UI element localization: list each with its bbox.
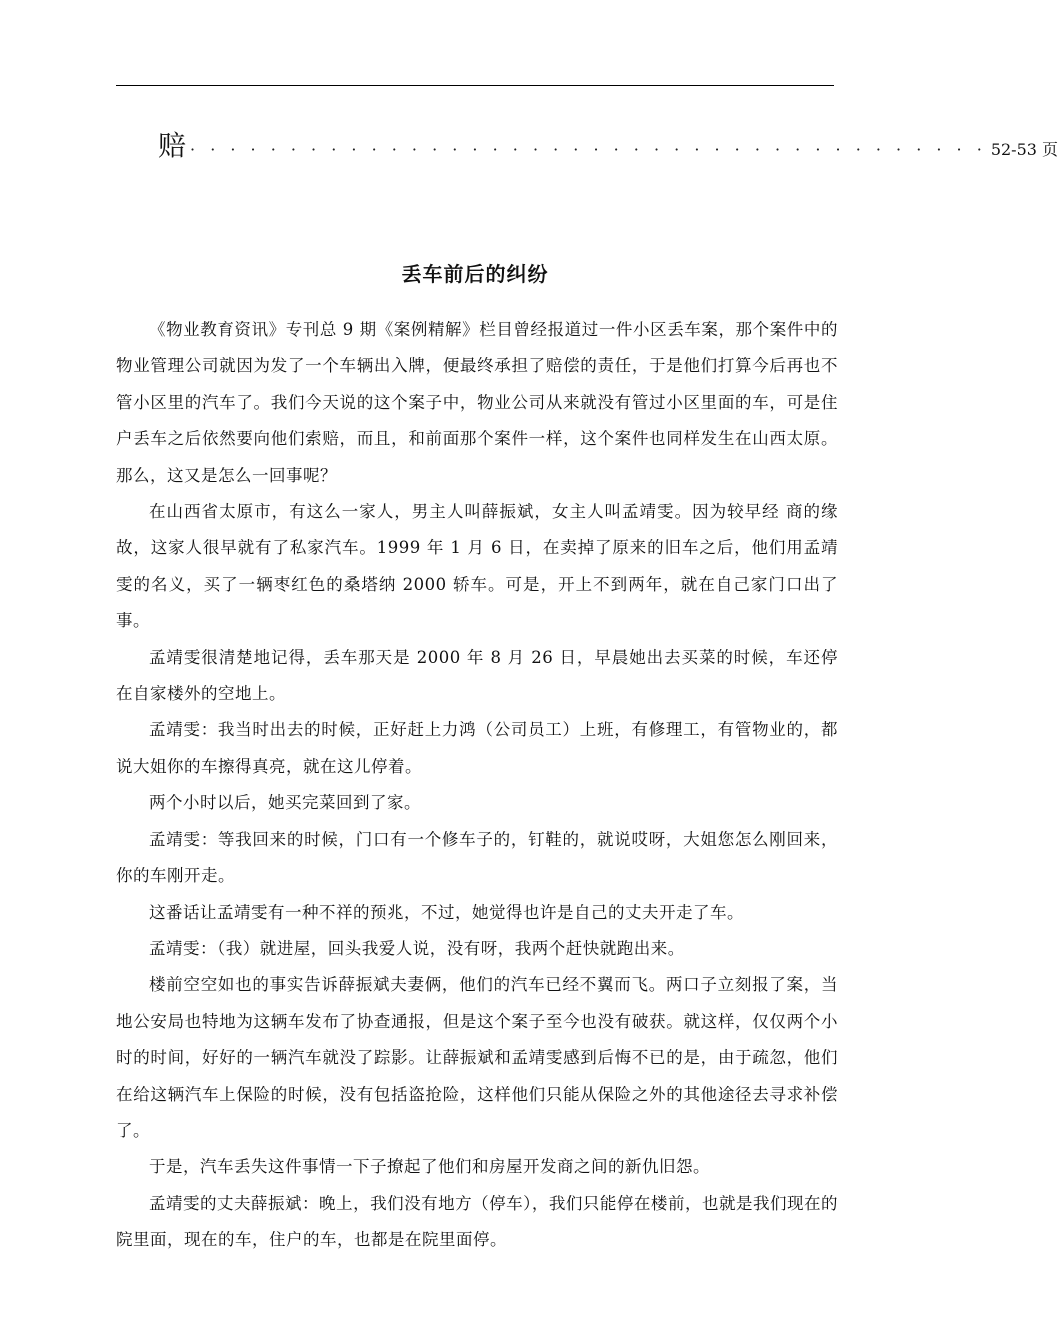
paragraph: 孟靖雯很清楚地记得，丢车那天是 2000 年 8 月 26 日，早晨她出去买菜的时候，车还停在自家楼外的空地上。 <box>116 647 838 704</box>
paragraph: 在山西省太原市，有这么一家人，男主人叫薛振斌，女主人叫孟靖雯。因为较早经 商的缘故，这家人很早就有了私家汽车。1999 年 1 月 6 日，在卖掉了原来的旧车之后，他们用孟靖雯的名义，买了一辆枣红色的桑塔纳 2000 轿车。可是，开上不到两年，就在自己家门口出了事。 <box>116 502 838 631</box>
paragraph: 《物业教育资讯》专刊总 9 期《案例精解》栏目曾经报道过一件小区丢车案，那个案件中的物业管理公司就因为发了一个车辆出入牌，便最终承担了赔偿的责任，于是他们打算今后再也不管小区里的汽车了。我们今天说的这个案子中，物业公司从来就没有管过小区里面的车，可是住户丢车之后依然要向他们索赔，而且，和前面那个案件一样，这个案件也同样发生在山西太原。那么，这又是怎么一回事呢？ <box>116 320 838 485</box>
paragraph: 楼前空空如也的事实告诉薛振斌夫妻俩，他们的汽车已经不翼而飞。两口子立刻报了案，当地公安局也特地为这辆车发布了协查通报，但是这个案子至今也没有破获。就这样，仅仅两个小时的时间，好好的一辆汽车就没了踪影。让薛振斌和孟靖雯感到后悔不已的是，由于疏忽，他们在给这辆汽车上保险的时候，没有包括盗抢险，这样他们只能从保险之外的其他途径去寻求补偿了。 <box>116 975 838 1140</box>
paragraph: 孟靖雯：（我）就进屋，回头我爱人说，没有呀，我两个赶快就跑出来。 <box>149 938 685 958</box>
paragraph: 孟靖雯：等我回来的时候，门口有一个修车子的，钉鞋的，就说哎呀，大姐您怎么刚回来，你的车刚开走。 <box>116 829 838 886</box>
toc-page-reference: 52-53 页 <box>990 140 1058 159</box>
article-body <box>116 312 838 1259</box>
paragraph: 孟靖雯的丈夫薛振斌：晚上，我们没有地方（停车），我们只能停在楼前，也就是我们现在的院里面，现在的车，住户的车，也都是在院里面停。 <box>116 1193 838 1250</box>
toc-entry <box>158 126 1058 166</box>
paragraph: 孟靖雯：我当时出去的时候，正好赶上力鸿（公司员工）上班，有修理工，有管物业的，都说大姐你的车擦得真亮，就在这儿停着。 <box>116 720 838 776</box>
paragraph: 两个小时以后，她买完菜回到了家。 <box>149 793 421 813</box>
paragraph: 于是，汽车丢失这件事情一下子撩起了他们和房屋开发商之间的新仇旧怨。 <box>149 1157 710 1177</box>
toc-dot-leader: · · · · · · · · · · · · · · · · · · · · · · · · · · · · · · · · · · · · · · · · <box>190 140 987 159</box>
paragraph: 这番话让孟靖雯有一种不祥的预兆，不过，她觉得也许是自己的丈夫开走了车。 <box>149 902 744 922</box>
header-rule <box>116 85 834 86</box>
article-title: 丢车前后的纠纷 <box>401 262 549 286</box>
toc-entry-text: 赔 <box>158 129 187 162</box>
